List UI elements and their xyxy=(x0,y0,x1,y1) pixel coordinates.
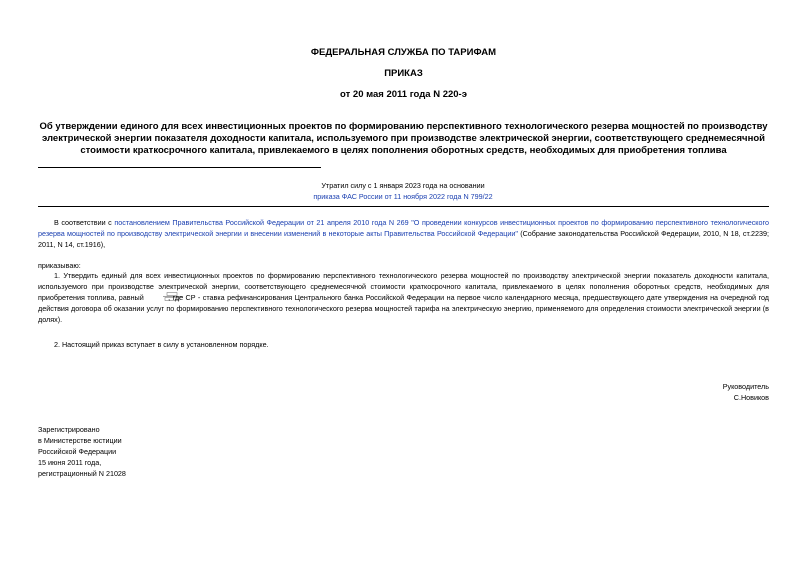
status-note-link[interactable]: приказа ФАС России от 11 ноября 2022 года N 799/22 xyxy=(313,192,493,201)
registration-line: в Министерстве юстиции xyxy=(38,436,122,445)
signature-block xyxy=(723,381,769,403)
divider-top xyxy=(38,167,321,168)
preamble-paragraph xyxy=(38,217,769,250)
order-item-1-end: , где СР - ставка рефинансирования Центрального банка Российской Федерации на первое число календарного месяца, предшествующего дате утверждения на очередной год действия договора об оказании услуг по формированию перспективного технологического резерва мощностей тарифа на электрическую энергию, применяемого для определения стоимости электрической энергии (в долях). xyxy=(38,293,770,324)
order-item-1 xyxy=(38,270,769,325)
status-note-text: Утратил силу с 1 января 2023 года на основании xyxy=(321,181,485,190)
order-word: приказываю: xyxy=(38,261,81,270)
preamble-end: (Собрание законодательства Российской Федерации, 2010, N 18, ст.2239; 2011, N 14, ст.1916), xyxy=(38,229,769,249)
divider-bottom xyxy=(38,206,769,207)
registration-block xyxy=(38,424,126,479)
document-date-number: от 20 мая 2011 года N 220-э xyxy=(340,89,467,100)
registration-line: 15 июня 2011 года, xyxy=(38,458,102,467)
resolution-link[interactable]: постановлением Правительства Российской Федерации от 21 апреля 2010 года N 269 "О проведении конкурсов инвестиционных проектов по формированию перспективного технологического резерва мощностей по производству электрической энергии и внесении изменений в некоторые акты Правительства Российской Федерации" xyxy=(38,218,769,238)
status-note xyxy=(160,180,646,202)
formula-image xyxy=(146,292,168,301)
organization-heading: ФЕДЕРАЛЬНАЯ СЛУЖБА ПО ТАРИФАМ xyxy=(310,47,497,58)
preamble-start: В соответствии с xyxy=(54,218,115,227)
document-type: ПРИКАЗ xyxy=(384,68,423,79)
order-item-1-start: 1. Утвердить единый для всех инвестиционных проектов по формированию перспективного технологического резерва мощностей по производству электрической энергии показатель доходности капитала, используемого при производстве электрической энергии, соответствующего среднемесячной стоимости краткосрочного капитала, привлекаемого в целях пополнения оборотных средств, необходимых для приобретения топлива, равный xyxy=(38,271,769,302)
registration-line: Зарегистрировано xyxy=(38,425,100,434)
signature-position: Руководитель xyxy=(722,382,769,391)
registration-line: регистрационный N 21028 xyxy=(38,469,126,478)
document-title: Об утверждении единого для всех инвестиционных проектов по формированию перспективного технологического резерва мощностей по производству электрической энергии показателя доходности капитала, используемого при производстве электрической энергии, соответствующего среднемесячной стоимости краткосрочного капитала, привлекаемого в целях пополнения оборотных средств, необходимых для приобретения топлива xyxy=(39,121,768,156)
order-item-2: 2. Настоящий приказ вступает в силу в установленном порядке. xyxy=(54,340,269,349)
signature-name: С.Новиков xyxy=(733,393,769,402)
registration-line: Российской Федерации xyxy=(38,447,117,456)
